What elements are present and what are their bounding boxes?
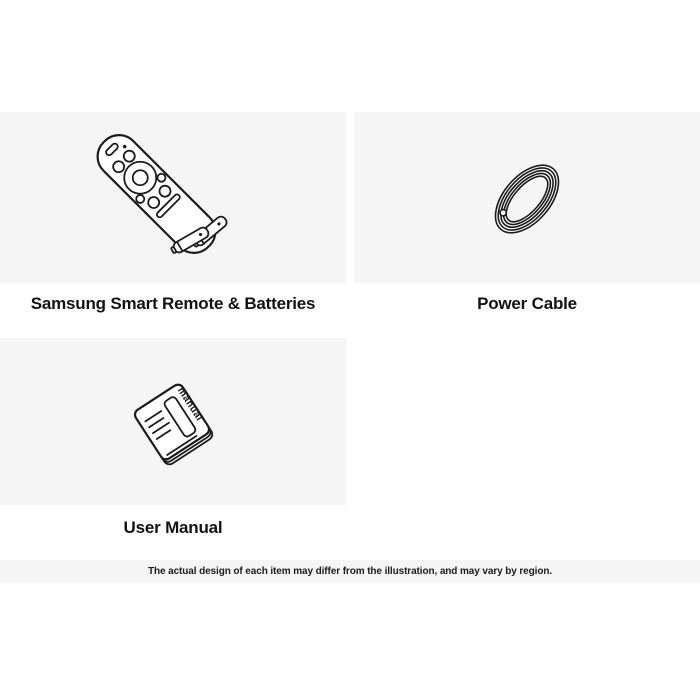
disclaimer-strip	[0, 560, 700, 583]
user-manual-card	[0, 338, 346, 505]
disclaimer-text: The actual design of each item may differ from the illustration, and may vary by region.	[147, 566, 553, 577]
user-manual-icon	[0, 338, 346, 505]
power-cable-card	[354, 112, 700, 283]
remote-label: Samsung Smart Remote & Batteries	[30, 294, 316, 313]
box-item-user-manual	[0, 338, 346, 538]
power-cable-icon	[354, 112, 700, 283]
box-item-remote	[0, 112, 346, 314]
remote-and-batteries-icon	[0, 112, 346, 283]
remote-card	[0, 112, 346, 283]
user-manual-label: User Manual	[123, 518, 223, 537]
power-cable-label: Power Cable	[477, 294, 577, 313]
manual-cover-text: manual	[174, 385, 205, 424]
box-item-power-cable	[354, 112, 700, 314]
